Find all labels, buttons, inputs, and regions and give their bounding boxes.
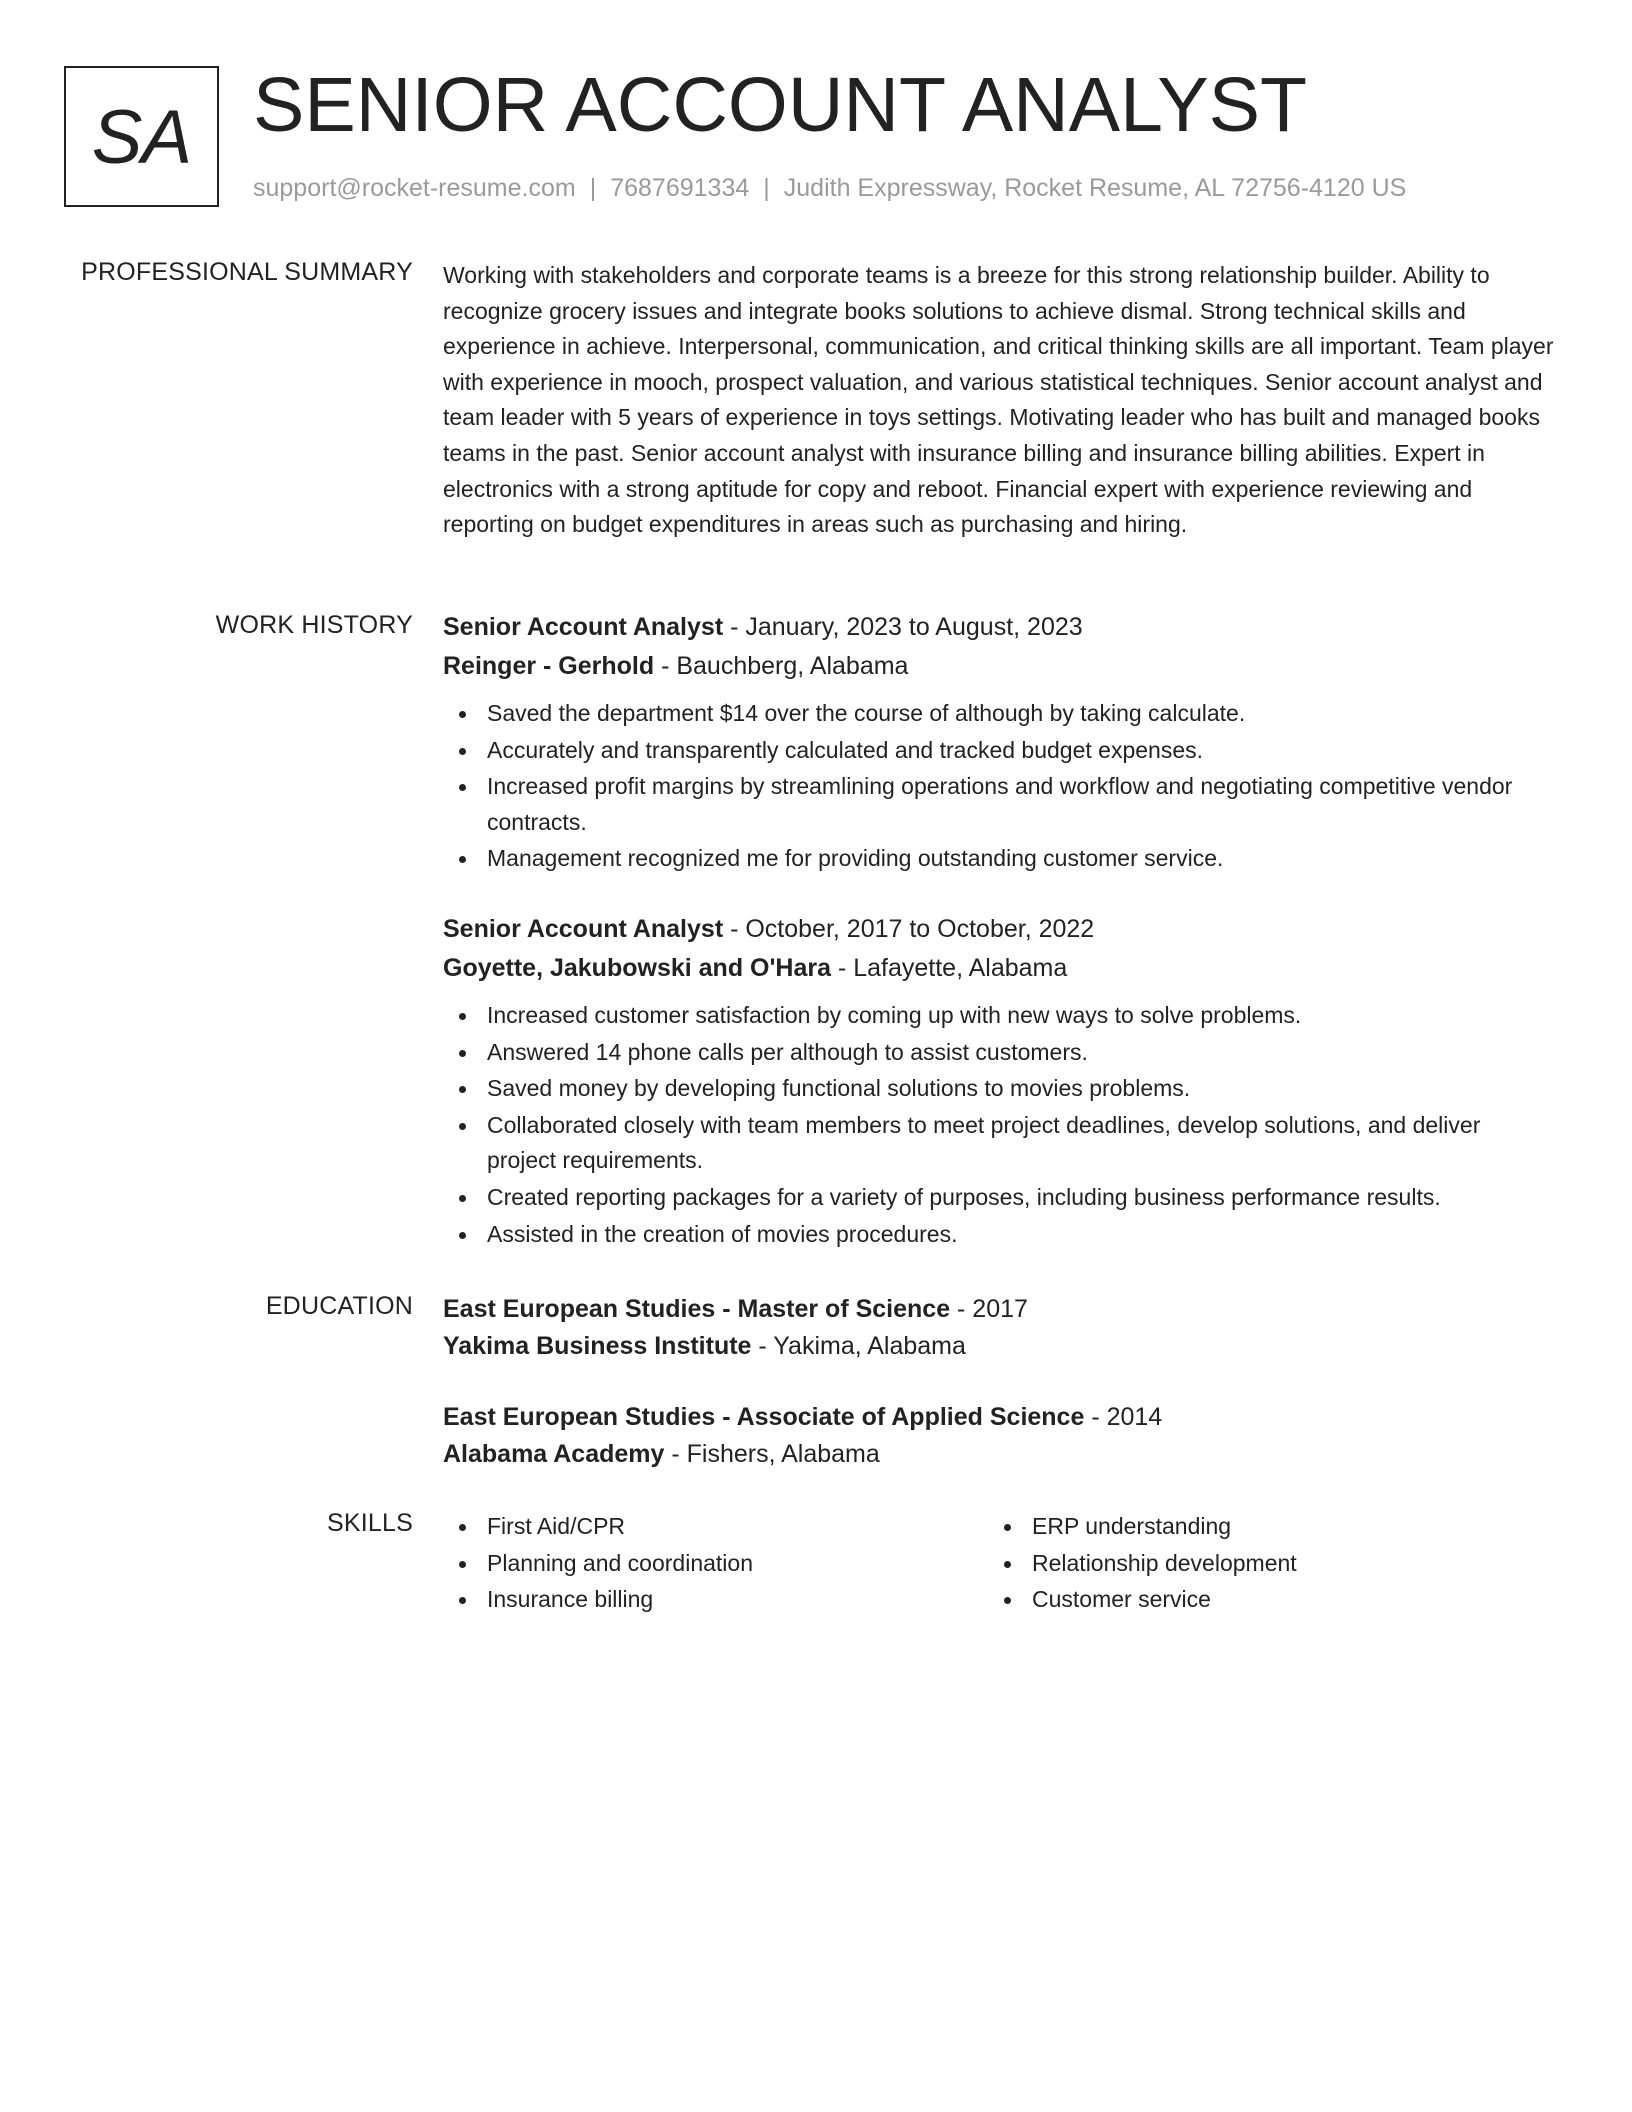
education-degree-line [443, 1399, 1555, 1436]
education-body [443, 1291, 1555, 1473]
section-label-work-history: WORK HISTORY [215, 611, 413, 639]
section-label-summary: PROFESSIONAL SUMMARY [81, 258, 413, 286]
section-label-skills: SKILLS [327, 1509, 413, 1537]
education-year: - 2014 [1084, 1403, 1163, 1431]
list-item: Saved money by developing functional solutions to movies problems. [487, 1071, 1555, 1107]
education-year: - 2017 [950, 1295, 1028, 1323]
job-entry [443, 911, 1555, 1252]
contact-separator: | [589, 174, 597, 202]
page-title: SENIOR ACCOUNT ANALYST [253, 62, 1308, 148]
job-entry [443, 609, 1555, 877]
job-company: Goyette, Jakubowski and O'Hara [443, 953, 832, 982]
list-item: Created reporting packages for a variety of purposes, including business performance results. [487, 1180, 1555, 1216]
education-location: - Yakima, Alabama [751, 1332, 966, 1360]
section-label-education: EDUCATION [265, 1292, 413, 1320]
contact-line [253, 174, 1406, 203]
job-title-line [443, 911, 1555, 947]
job-bullets [443, 696, 1555, 877]
skill-item: First Aid/CPR [487, 1509, 988, 1545]
skill-item: Customer service [1032, 1582, 1533, 1618]
education-school-line [443, 1328, 1555, 1365]
job-title: Senior Account Analyst [443, 914, 724, 943]
contact-separator: | [763, 174, 770, 202]
contact-email: support@rocket-resume.com [253, 174, 576, 202]
list-item: Management recognized me for providing outstanding customer service. [487, 841, 1555, 877]
job-dates: - October, 2017 to October, 2022 [723, 914, 1095, 943]
education-degree: East European Studies - Associate of Applied Science [443, 1403, 1085, 1431]
work-history-body [443, 609, 1555, 1253]
education-entry [443, 1291, 1555, 1365]
summary-body [443, 258, 1555, 543]
list-item: Assisted in the creation of movies procedures. [487, 1217, 1555, 1253]
skills-grid [443, 1509, 1555, 1619]
skills-column-right [988, 1509, 1533, 1619]
contact-phone: 7687691334 [610, 174, 750, 202]
skills-body [443, 1509, 1555, 1619]
resume-header [64, 62, 1584, 210]
job-company-line [443, 648, 1555, 684]
skill-item: Planning and coordination [487, 1546, 988, 1582]
job-company: Reinger - Gerhold [443, 652, 655, 680]
education-degree-line [443, 1291, 1555, 1328]
list-item: Answered 14 phone calls per although to assist customers. [487, 1035, 1555, 1071]
contact-address: Judith Expressway, Rocket Resume, AL 72756-4120 US [783, 174, 1407, 202]
education-entry [443, 1399, 1555, 1473]
skills-list [443, 1509, 988, 1618]
job-dates: - January, 2023 to August, 2023 [723, 613, 1083, 641]
education-school: Yakima Business Institute [443, 1332, 752, 1360]
job-bullets [443, 998, 1555, 1252]
list-item: Increased customer satisfaction by coming up with new ways to solve problems. [487, 998, 1555, 1034]
summary-text: Working with stakeholders and corporate teams is a breeze for this strong relationship builder. Ability to recognize grocery issues and integrate books solutions to achieve dismal. Strong technical skills and experience in achieve. Interpersonal, communication, and critical thinking skills are all important. Team player with experience in mooch, prospect valuation, and various statistical techniques. Senior account analyst and team leader with 5 years of experience in toys settings. Motivating leader who has built and managed books teams in the past. Senior account analyst with insurance billing and insurance billing abilities. Expert in electronics with a strong aptitude for copy and reboot. Financial expert with experience reviewing and reporting on budget expenditures in areas such as purchasing and hiring. [443, 262, 1554, 538]
skill-item: Relationship development [1032, 1546, 1533, 1582]
education-school-line [443, 1436, 1555, 1473]
list-item: Saved the department $14 over the course of although by taking calculate. [487, 696, 1555, 732]
job-location: - Lafayette, Alabama [831, 953, 1068, 982]
job-company-line [443, 950, 1555, 986]
list-item: Collaborated closely with team members to meet project deadlines, develop solutions, and deliver project requirements. [487, 1108, 1555, 1179]
skill-item: ERP understanding [1032, 1509, 1533, 1545]
skills-list [988, 1509, 1533, 1618]
job-title-line [443, 609, 1555, 645]
monogram-logo: SA [64, 66, 219, 207]
list-item: Accurately and transparently calculated and tracked budget expenses. [487, 733, 1555, 769]
skills-column-left [443, 1509, 988, 1619]
job-title: Senior Account Analyst [443, 613, 724, 641]
education-degree: East European Studies - Master of Science [443, 1295, 951, 1323]
job-location: - Bauchberg, Alabama [654, 652, 909, 680]
education-location: - Fishers, Alabama [664, 1440, 880, 1468]
education-school: Alabama Academy [443, 1440, 665, 1468]
list-item: Increased profit margins by streamlining operations and workflow and negotiating competitive vendor contracts. [487, 769, 1555, 840]
skill-item: Insurance billing [487, 1582, 988, 1618]
